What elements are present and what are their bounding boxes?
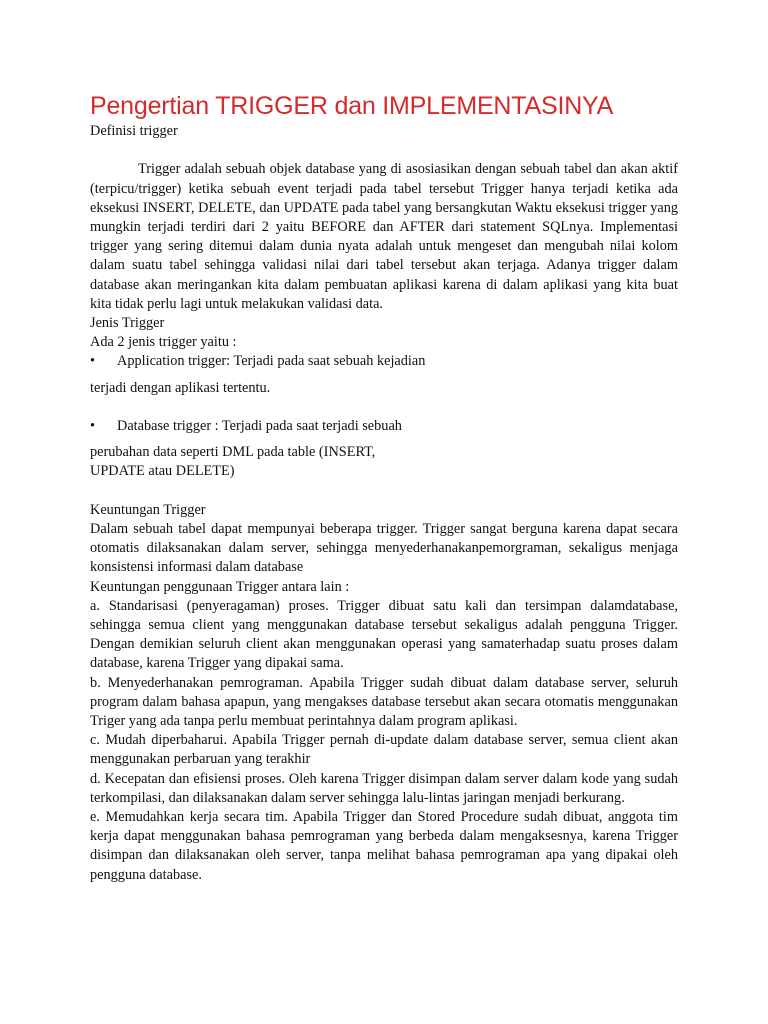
definisi-paragraph: Trigger adalah sebuah objek database yang di asosiasikan dengan sebuah tabel dan akan aktif (terpicu/trigger) ketika sebuah event terjadi pada tabel tersebut Trigger hanya terjadi ketika ada eksekusi INSERT, DELETE, dan UPDATE pada tabel yang bersangkutan Waktu eksekusi trigger yang mungkin terjadi terdiri dari 2 yaitu BEFORE dan AFTER dari statement SQLnya. Implementasi trigger yang sering ditemui dalam dunia nyata adalah untuk mengeset dan mengubah nilai kolom dalam suatu tabel sehingga validasi nilai dari tabel tersebut akan terjaga. Adanya trigger dalam database akan meringankan kita dalam pembuatan aplikasi karena di dalam aplikasi yang kita buat kita tidak perlu lagi untuk melakukan validasi data. [90,161,678,312]
keuntungan-item-b: b. Menyederhanakan pemrograman. Apabila Trigger sudah dibuat dalam database server, seluruh program dalam bahasa apapun, yang mengakses database tersebut akan secara otomatis menggunakan Triger yang ada tanpa perlu membuat perintahnya dalam program aplikasi. [90,674,678,730]
keuntungan-item-a: a. Standarisasi (penyeragaman) proses. Trigger dibuat satu kali dan tersimpan dalamdatabase, sehingga semua client yang menggunakan database tersebut sekaligus adalah pengguna Trigger. Dengan demikian seluruh client akan menggunakan operasi yang samaterhadap suatu proses dalam database, karena Trigger yang dipakai sama. [90,597,678,672]
bullet-icon: • [90,353,96,370]
list-item-continuation: terjadi dengan aplikasi tertentu. [90,379,271,396]
bullet-line [90,417,678,436]
jenis-heading: Jenis Trigger [90,315,165,332]
list-item-text: Application trigger: Terjadi pada saat sebuah kejadian [117,353,426,370]
list-item [90,417,678,482]
document-page [90,90,678,885]
document-title: Pengertian TRIGGER dan IMPLEMENTASINYA [90,92,614,120]
keuntungan-item-c: c. Mudah diperbaharui. Apabila Trigger pernah di-update dalam database server, semua client akan menggunakan perbaruan yang terakhir [90,732,678,768]
definisi-heading: Definisi trigger [90,123,178,139]
keuntungan-list [90,597,678,885]
keuntungan-item-d: d. Kecepatan dan efisiensi proses. Oleh karena Trigger disimpan dalam server dalam kode yang sudah terkompilasi, dan dilaksanakan dalam server sehingga lalu-lintas jaringan menjadi berkurang. [90,770,678,806]
jenis-intro: Ada 2 jenis trigger yaitu : [90,334,237,351]
list-item-continuation: UPDATE atau DELETE) [90,463,235,480]
bullet-icon: • [90,418,96,435]
list-item-text: Database trigger : Terjadi pada saat terjadi sebuah [117,418,402,435]
list-item-continuation: perubahan data seperti DML pada table (INSERT, [90,444,376,461]
blank-line [90,141,678,160]
keuntungan-item-e: e. Memudahkan kerja secara tim. Apabila Trigger dan Stored Procedure sudah dibuat, anggota tim kerja dapat menggunakan bahasa pemrograman yang berbeda dalam mengaksesnya, karena Trigger disimpan dan dilaksanakan oleh server, tanpa melihat bahasa pemrograman apa yang dipakai oleh pengguna database. [90,809,678,883]
blank-line [90,398,678,417]
keuntungan-heading: Keuntungan Trigger [90,501,206,518]
jenis-list [90,352,678,481]
keuntungan-intro: Keuntungan penggunaan Trigger antara lain : [90,578,350,595]
bullet-line [90,352,678,371]
list-item [90,352,678,397]
keuntungan-paragraph: Dalam sebuah tabel dapat mempunyai beberapa trigger. Trigger sangat berguna karena dapat secara otomatis dilaksanakan dalam server, sehingga menyederhanakanpemorgraman, sekaligus menjaga konsistensi informasi dalam database [90,521,678,576]
blank-line [90,482,678,501]
